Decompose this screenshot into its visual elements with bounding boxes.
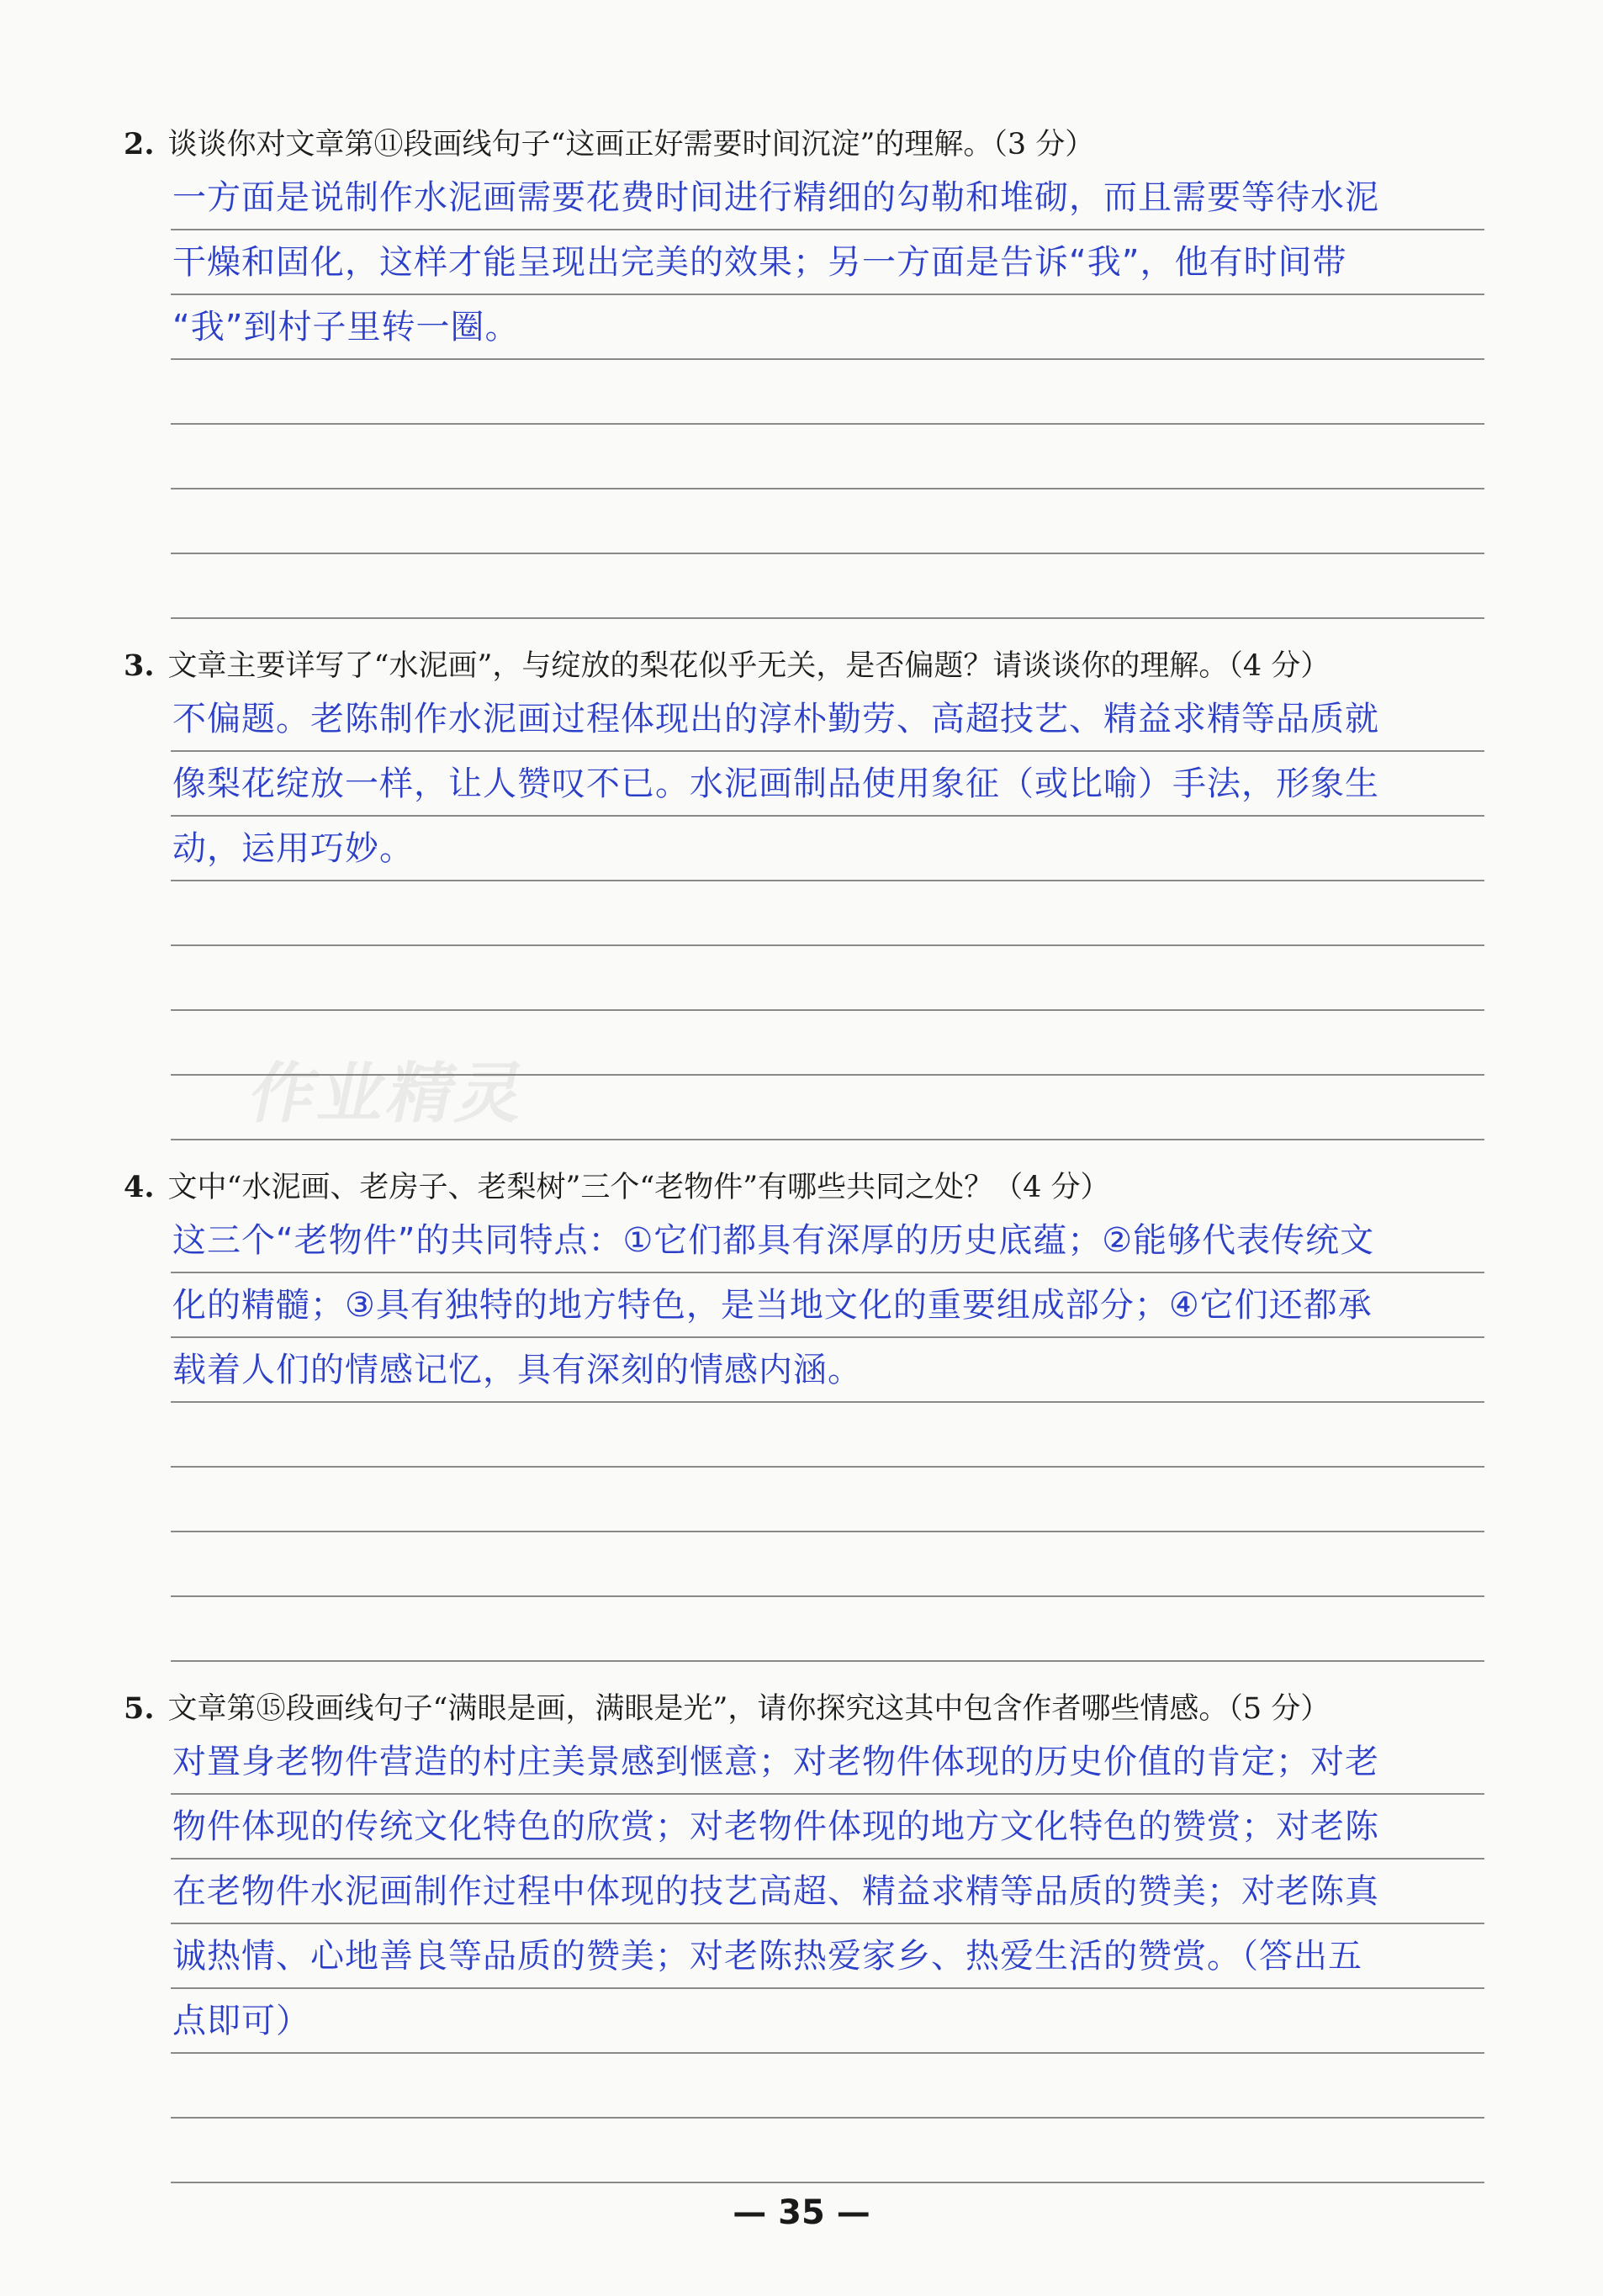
answer-rule bbox=[171, 1336, 1484, 1338]
question-2-answer-line-2: 干燥和固化，这样才能呈现出完美的效果；另一方面是告诉“我”，他有时间带 bbox=[172, 243, 1347, 282]
answer-rule bbox=[171, 815, 1484, 817]
answer-rule bbox=[171, 2117, 1484, 2119]
answer-rule bbox=[171, 1009, 1484, 1011]
answer-rule bbox=[171, 750, 1484, 752]
question-4-answer-line-2: 化的精髓；③具有独特的地方特色，是当地文化的重要组成部分；④它们还都承 bbox=[172, 1286, 1373, 1325]
answer-rule bbox=[171, 1139, 1484, 1140]
question-3-number: 3. bbox=[124, 648, 155, 683]
answer-rule bbox=[171, 2052, 1484, 2054]
question-3-text: 文章主要详写了“水泥画”，与绽放的梨花似乎无关，是否偏题？请谈谈你的理解。（4 分） bbox=[167, 649, 1331, 683]
question-2-answer-line-3: “我”到村子里转一圈。 bbox=[172, 308, 520, 347]
question-2-number: 2. bbox=[124, 127, 155, 161]
answer-rule bbox=[171, 1466, 1484, 1468]
question-5-prompt bbox=[124, 1684, 1330, 1734]
question-5-answer-line-1: 对置身老物件营造的村庄美景感到惬意；对老物件体现的历史价值的肯定；对老 bbox=[172, 1743, 1379, 1781]
answer-rule bbox=[171, 1660, 1484, 1662]
answer-rule bbox=[171, 1987, 1484, 1989]
question-4-prompt bbox=[124, 1162, 1110, 1213]
answer-rule bbox=[171, 1595, 1484, 1597]
answer-rule bbox=[171, 488, 1484, 489]
question-4-number: 4. bbox=[124, 1170, 155, 1204]
question-4-answer-line-3: 载着人们的情感记忆，具有深刻的情感内涵。 bbox=[172, 1351, 862, 1389]
question-3-answer-line-2: 像梨花绽放一样，让人赞叹不已。水泥画制品使用象征（或比喻）手法，形象生 bbox=[172, 764, 1379, 803]
watermark-logo: 作业精灵 bbox=[242, 1056, 536, 1132]
question-2-prompt bbox=[124, 119, 1094, 170]
question-4-text: 文中“水泥画、老房子、老梨树”三个“老物件”有哪些共同之处？（4 分） bbox=[167, 1171, 1110, 1204]
question-3-answer-line-1: 不偏题。老陈制作水泥画过程体现出的淳朴勤劳、高超技艺、精益求精等品质就 bbox=[172, 700, 1379, 738]
question-5-text: 文章第⑮段画线句子“满眼是画，满眼是光”，请你探究这其中包含作者哪些情感。（5 分） bbox=[167, 1692, 1331, 1726]
answer-rule bbox=[171, 423, 1484, 425]
question-5-answer-line-3: 在老物件水泥画制作过程中体现的技艺高超、精益求精等品质的赞美；对老陈真 bbox=[172, 1872, 1379, 1911]
page-number: — 35 — bbox=[733, 2193, 870, 2232]
question-3-answer-line-3: 动，运用巧妙。 bbox=[172, 829, 414, 868]
question-3-prompt bbox=[124, 641, 1330, 691]
answer-rule bbox=[171, 2182, 1484, 2183]
answer-rule bbox=[171, 553, 1484, 554]
question-4-answer-line-1: 这三个“老物件”的共同特点：①它们都具有深厚的历史底蕴；②能够代表传统文 bbox=[172, 1221, 1375, 1260]
answer-rule bbox=[171, 880, 1484, 881]
question-5-answer-line-4: 诚热情、心地善良等品质的赞美；对老陈热爱家乡、热爱生活的赞赏。（答出五 bbox=[172, 1937, 1362, 1976]
answer-rule bbox=[171, 1923, 1484, 1924]
answer-rule bbox=[171, 1401, 1484, 1403]
answer-rule bbox=[171, 229, 1484, 230]
answer-rule bbox=[171, 1531, 1484, 1532]
answer-rule bbox=[171, 944, 1484, 946]
answer-rule bbox=[171, 1272, 1484, 1273]
question-5-number: 5. bbox=[124, 1691, 155, 1726]
question-5-answer-line-5: 点即可） bbox=[172, 2002, 310, 2040]
question-2-text: 谈谈你对文章第⑪段画线句子“这画正好需要时间沉淀”的理解。（3 分） bbox=[167, 128, 1095, 161]
answer-rule bbox=[171, 294, 1484, 295]
question-2-answer-line-1: 一方面是说制作水泥画需要花费时间进行精细的勾勒和堆砌，而且需要等待水泥 bbox=[172, 178, 1379, 217]
answer-rule bbox=[171, 617, 1484, 619]
answer-rule bbox=[171, 1793, 1484, 1795]
answer-rule bbox=[171, 358, 1484, 360]
answer-rule bbox=[171, 1858, 1484, 1860]
question-5-answer-line-2: 物件体现的传统文化特色的欣赏；对老物件体现的地方文化特色的赞赏；对老陈 bbox=[172, 1807, 1379, 1846]
